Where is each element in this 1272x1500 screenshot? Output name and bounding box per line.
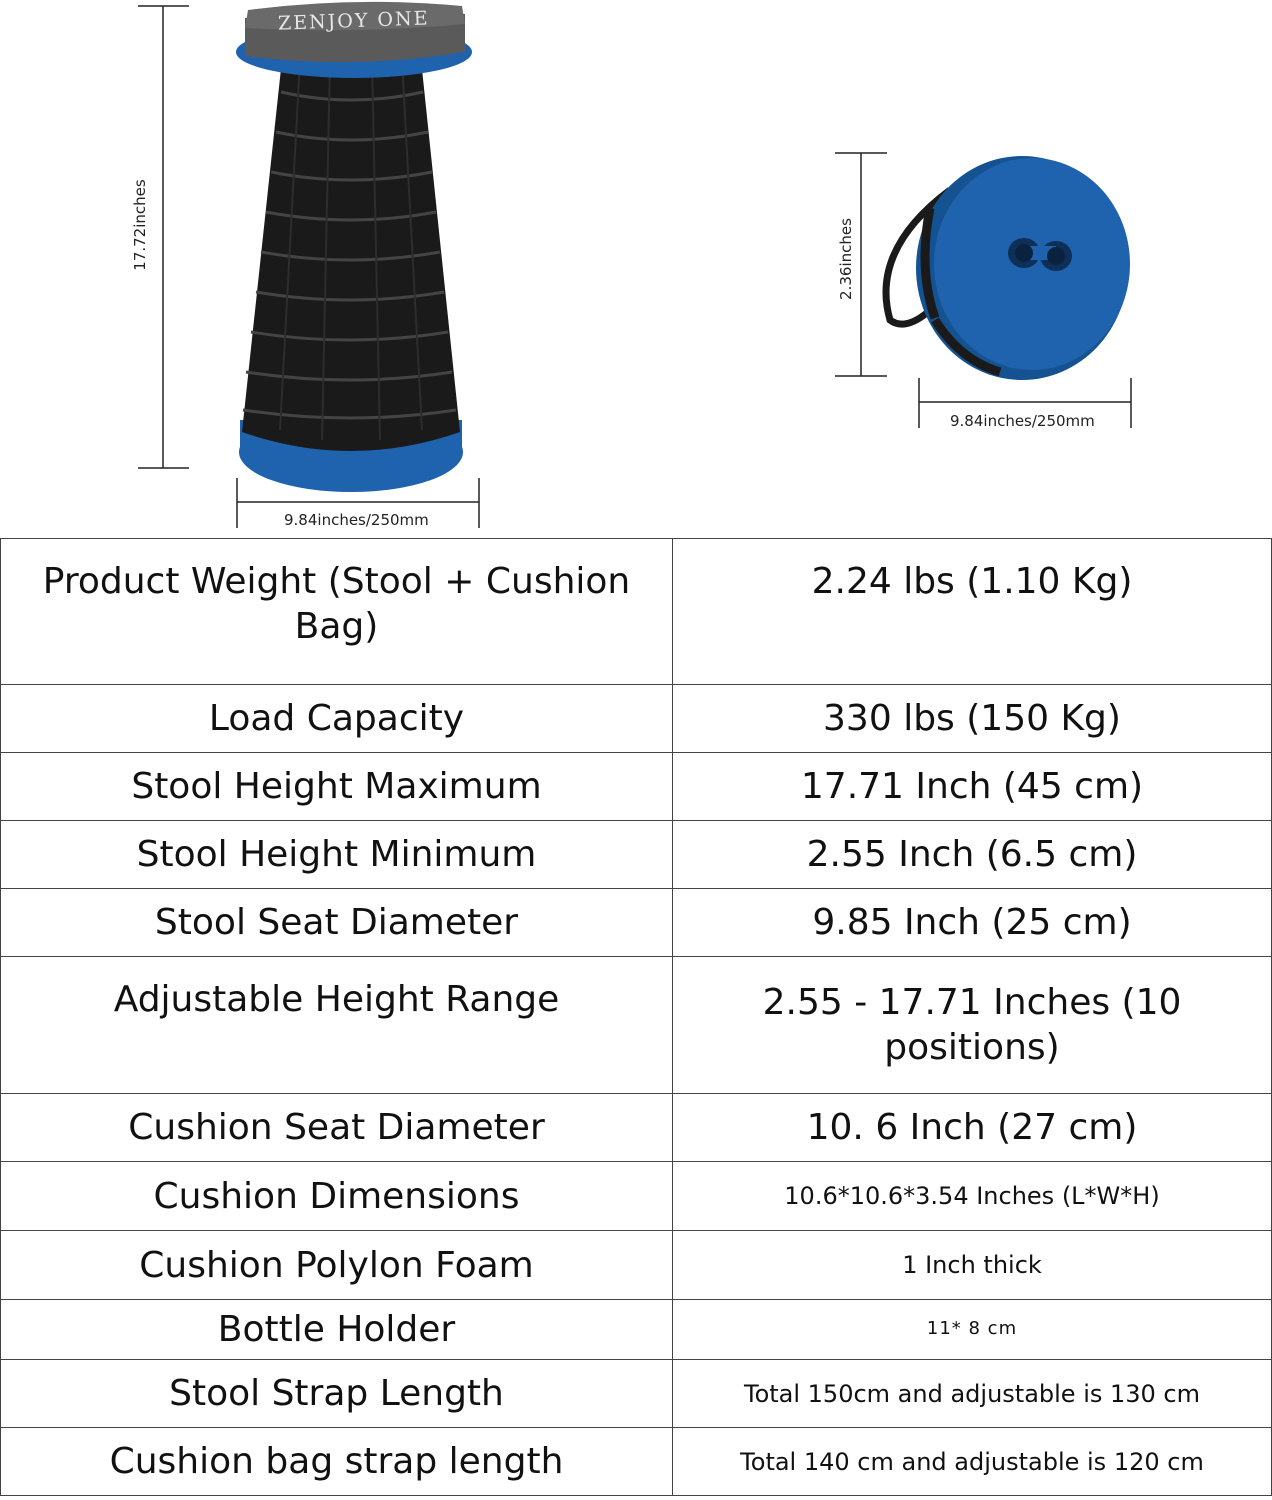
folded-width-label: 9.84inches/250mm <box>950 412 1095 430</box>
table-row <box>1 1231 1272 1300</box>
spec-label: Cushion Polylon Foam <box>1 1231 673 1300</box>
spec-label: Bottle Holder <box>1 1300 673 1360</box>
spec-value: 2.55 Inch (6.5 cm) <box>673 821 1272 889</box>
stool-body <box>236 2 472 492</box>
spec-value: 2.24 lbs (1.10 Kg) <box>673 539 1272 685</box>
product-figures <box>0 0 1272 538</box>
table-row <box>1 685 1272 753</box>
spec-label: Stool Seat Diameter <box>1 889 673 957</box>
spec-label: Stool Strap Length <box>1 1360 673 1428</box>
spec-label: Cushion Seat Diameter <box>1 1094 673 1162</box>
table-row <box>1 1300 1272 1360</box>
spec-value: Total 150cm and adjustable is 130 cm <box>673 1360 1272 1428</box>
folded-stool-disc <box>886 156 1130 380</box>
folded-height-label: 2.36inches <box>837 218 855 300</box>
table-row <box>1 957 1272 1094</box>
spec-label: Cushion bag strap length <box>1 1428 673 1496</box>
spec-value: 17.71 Inch (45 cm) <box>673 753 1272 821</box>
spec-value: 1 Inch thick <box>673 1231 1272 1300</box>
spec-label: Cushion Dimensions <box>1 1162 673 1231</box>
specs-table <box>0 538 1272 1496</box>
table-row <box>1 1428 1272 1496</box>
spec-label: Adjustable Height Range <box>1 957 673 1094</box>
table-row <box>1 1360 1272 1428</box>
spec-value: 10. 6 Inch (27 cm) <box>673 1094 1272 1162</box>
spec-label: Stool Height Maximum <box>1 753 673 821</box>
table-row <box>1 753 1272 821</box>
tall-height-label: 17.72inches <box>131 179 149 271</box>
spec-label: Stool Height Minimum <box>1 821 673 889</box>
spec-value: 330 lbs (150 Kg) <box>673 685 1272 753</box>
table-row <box>1 1162 1272 1231</box>
table-row <box>1 889 1272 957</box>
tall-width-label: 9.84inches/250mm <box>284 511 429 529</box>
table-row <box>1 1094 1272 1162</box>
table-row <box>1 539 1272 685</box>
spec-value: 10.6*10.6*3.54 Inches (L*W*H) <box>673 1162 1272 1231</box>
spec-value: 2.55 - 17.71 Inches (10 positions) <box>673 957 1272 1094</box>
spec-label: Load Capacity <box>1 685 673 753</box>
spec-value: Total 140 cm and adjustable is 120 cm <box>673 1428 1272 1496</box>
table-row <box>1 821 1272 889</box>
brand-text: ZENJOY ONE <box>277 7 430 35</box>
extended-stool-image <box>0 0 1272 538</box>
spec-label: Product Weight (Stool + Cushion Bag) <box>1 539 673 685</box>
spec-value: 9.85 Inch (25 cm) <box>673 889 1272 957</box>
spec-value: 11* 8 cm <box>673 1300 1272 1360</box>
